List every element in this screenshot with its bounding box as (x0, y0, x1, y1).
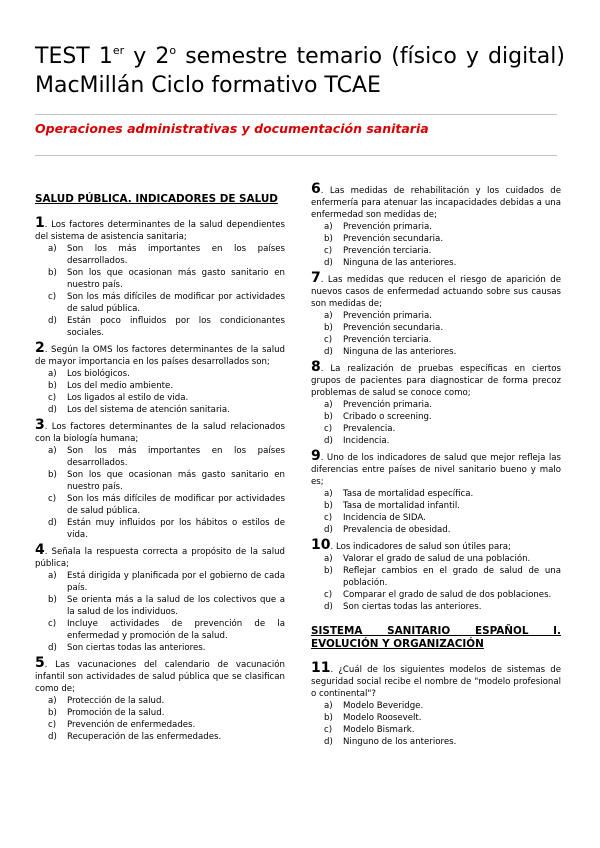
option-letter: c) (324, 424, 333, 434)
question-11 (311, 662, 561, 748)
option-text: Cribado o screening. (343, 412, 432, 422)
option-text: Los del sistema de atención sanitaria. (67, 405, 230, 415)
option-list (35, 570, 285, 654)
option-letter: c) (48, 292, 57, 302)
option-text: Prevención secundaria. (343, 323, 444, 333)
answer-option (324, 399, 561, 411)
option-letter: b) (324, 501, 333, 511)
option-text: Están poco influidos por los condicionantes sociales. (67, 316, 285, 338)
question-number: 4 (35, 542, 45, 558)
answer-option (324, 724, 561, 736)
option-text: Tasa de mortalidad infantil. (343, 501, 460, 511)
answer-option (48, 719, 285, 731)
answer-option (324, 221, 561, 233)
answer-option (324, 512, 561, 524)
option-list (311, 553, 561, 613)
option-text: Los biológicos. (67, 369, 130, 379)
answer-option (324, 322, 561, 334)
question-stem: . Las medidas de rehabilitación y los cuidados de enfermería para atenuar las incapacidades debidas a una enfermedad son medidas de; (311, 186, 561, 220)
question-number: 2 (35, 340, 45, 356)
option-text: Ninguna de las anteriores. (343, 347, 457, 357)
answer-option (324, 601, 561, 613)
option-letter: d) (48, 643, 57, 653)
option-letter: d) (48, 732, 57, 742)
answer-option (324, 700, 561, 712)
answer-option (48, 493, 285, 517)
question-9 (311, 450, 561, 536)
question-number: 7 (311, 270, 321, 286)
option-letter: d) (324, 347, 333, 357)
option-text: Son los más importantes en los países desarrollados. (67, 244, 285, 266)
option-letter: c) (48, 393, 57, 403)
option-text: Los del medio ambiente. (67, 381, 174, 391)
option-text: Son los que ocasionan más gasto sanitario en nuestro país. (67, 268, 285, 290)
divider-top (35, 114, 557, 115)
option-letter: b) (324, 323, 333, 333)
option-text: Comparar el grado de salud de dos poblaciones. (343, 590, 552, 600)
question-number: 3 (35, 417, 45, 433)
answer-option (48, 380, 285, 392)
question-6 (311, 183, 561, 269)
question-text (311, 361, 561, 399)
option-letter: c) (48, 619, 57, 629)
option-list (311, 399, 561, 447)
answer-option (48, 267, 285, 291)
answer-option (324, 435, 561, 447)
option-text: Los ligados al estilo de vida. (67, 393, 189, 403)
section-heading-salud-publica: SALUD PÚBLICA. INDICADORES DE SALUD (35, 193, 278, 205)
question-stem: . Señala la respuesta correcta a propósito de la salud pública; (35, 547, 285, 569)
question-stem: . Los factores determinantes de la salud relacionados con la biología humana; (35, 422, 285, 444)
section-heading-sistema-sanitario: SISTEMA SANITARIO ESPAÑOL I. EVOLUCIÓN Y ORGANIZACIÓN (311, 625, 561, 650)
answer-option (324, 346, 561, 358)
divider-bottom (35, 155, 557, 156)
option-letter: d) (324, 258, 333, 268)
option-list (35, 368, 285, 416)
question-stem: . Las medidas que reducen el riesgo de aparición de nuevos casos de enfermedad actuando sobre sus causas son medidas de; (311, 275, 561, 309)
option-text: Está dirigida y planificada por el gobierno de cada país. (67, 571, 285, 593)
option-text: Tasa de mortalidad específica. (343, 489, 474, 499)
option-letter: c) (324, 590, 333, 600)
option-list (35, 243, 285, 339)
question-text (35, 217, 285, 243)
answer-option (324, 245, 561, 257)
option-text: Son ciertas todas las anteriores. (343, 602, 482, 612)
answer-option (324, 524, 561, 536)
document-subtitle: Operaciones administrativas y documentación sanitaria (35, 121, 429, 136)
title-part-2: y 2 (124, 44, 170, 69)
option-letter: b) (324, 234, 333, 244)
option-text: Se orienta más a la salud de los colectivos que a la salud de los individuos. (67, 595, 285, 617)
answer-option (324, 565, 561, 589)
answer-option (48, 594, 285, 618)
option-letter: b) (48, 708, 57, 718)
option-letter: d) (324, 436, 333, 446)
answer-option (48, 707, 285, 719)
option-text: Son los más difíciles de modificar por actividades de salud pública. (67, 292, 285, 314)
left-column (35, 183, 285, 746)
option-text: Valorar el grado de salud de una población. (343, 554, 531, 564)
option-text: Incidencia. (343, 436, 390, 446)
option-text: Recuperación de las enfermedades. (67, 732, 222, 742)
option-list (311, 488, 561, 536)
option-letter: d) (324, 602, 333, 612)
question-3 (35, 419, 285, 541)
title-superscript-2: o (169, 44, 177, 57)
question-number: 1 (35, 215, 45, 231)
answer-option (324, 411, 561, 423)
answer-option (324, 233, 561, 245)
question-number: 6 (311, 181, 321, 197)
option-letter: a) (324, 222, 333, 232)
option-letter: a) (324, 311, 333, 321)
option-text: Ninguno de los anteriores. (343, 737, 457, 747)
option-text: Prevalencia. (343, 424, 396, 434)
title-superscript-1: er (112, 44, 125, 57)
document-title (35, 36, 565, 100)
answer-option (48, 315, 285, 339)
answer-option (48, 517, 285, 541)
option-text: Están muy influidos por los hábitos o estilos de vida. (67, 518, 285, 540)
option-text: Prevención de enfermedades. (67, 720, 196, 730)
question-2 (35, 342, 285, 416)
option-letter: a) (324, 400, 333, 410)
question-stem: . Según la OMS los factores determinantes de la salud de mayor importancia en los países desarrollados son; (35, 345, 285, 367)
question-stem: . Los indicadores de salud son útiles para; (330, 542, 511, 552)
option-text: Prevalencia de obesidad. (343, 525, 451, 535)
answer-option (48, 243, 285, 267)
answer-option (324, 310, 561, 322)
answer-option (48, 731, 285, 743)
option-letter: c) (48, 494, 57, 504)
option-letter: d) (48, 405, 57, 415)
option-letter: b) (324, 412, 333, 422)
answer-option (48, 695, 285, 707)
answer-option (48, 642, 285, 654)
option-text: Incluye actividades de prevención de la enfermedad y promoción de la salud. (67, 619, 285, 641)
option-text: Son los que ocasionan más gasto sanitario en nuestro país. (67, 470, 285, 492)
option-text: Son los más difíciles de modificar por actividades de salud pública. (67, 494, 285, 516)
option-letter: c) (324, 335, 333, 345)
option-text: Prevención primaria. (343, 311, 432, 321)
question-text (35, 657, 285, 695)
option-letter: a) (48, 369, 57, 379)
option-text: Reflejar cambios en el grado de salud de una población. (343, 566, 561, 588)
question-stem: . Los factores determinantes de la salud dependientes del sistema de asistencia sanitaria; (35, 220, 285, 242)
option-letter: a) (324, 489, 333, 499)
question-number: 8 (311, 359, 321, 375)
option-letter: b) (324, 566, 333, 576)
answer-option (48, 368, 285, 380)
option-letter: a) (48, 696, 57, 706)
answer-option (48, 618, 285, 642)
answer-option (324, 257, 561, 269)
option-letter: b) (48, 268, 57, 278)
option-letter: b) (48, 595, 57, 605)
option-text: Prevención secundaria. (343, 234, 444, 244)
answer-option (324, 500, 561, 512)
title-part-3: semestre temario (físico y digital) MacMillán Ciclo formativo TCAE (35, 44, 565, 98)
answer-option (324, 589, 561, 601)
option-text: Son ciertas todas las anteriores. (67, 643, 206, 653)
question-4 (35, 544, 285, 654)
answer-option (324, 553, 561, 565)
option-letter: d) (324, 737, 333, 747)
question-text (311, 450, 561, 488)
option-letter: a) (48, 571, 57, 581)
option-letter: b) (324, 713, 333, 723)
question-number: 5 (35, 655, 45, 671)
option-list (311, 700, 561, 748)
answer-option (48, 291, 285, 315)
option-letter: a) (48, 446, 57, 456)
answer-option (48, 445, 285, 469)
question-number: 9 (311, 448, 321, 464)
option-list (35, 445, 285, 541)
question-text (311, 662, 561, 700)
option-letter: d) (48, 316, 57, 326)
question-text (35, 544, 285, 570)
option-text: Prevención terciaria. (343, 335, 432, 345)
option-text: Modelo Beveridge. (343, 701, 424, 711)
question-text (35, 419, 285, 445)
option-list (311, 310, 561, 358)
option-letter: a) (324, 701, 333, 711)
option-letter: b) (48, 470, 57, 480)
option-letter: c) (324, 725, 333, 735)
option-text: Prevención primaria. (343, 222, 432, 232)
option-text: Modelo Roosevelt. (343, 713, 422, 723)
option-text: Promoción de la salud. (67, 708, 165, 718)
option-text: Son los más importantes en los países desarrollados. (67, 446, 285, 468)
option-text: Prevención primaria. (343, 400, 432, 410)
question-text (35, 342, 285, 368)
question-10 (311, 539, 561, 613)
answer-option (324, 334, 561, 346)
answer-option (324, 736, 561, 748)
option-text: Prevención terciaria. (343, 246, 432, 256)
option-letter: a) (324, 554, 333, 564)
title-part-1: TEST 1 (35, 44, 113, 69)
question-number: 10 (311, 537, 331, 553)
question-7 (311, 272, 561, 358)
option-letter: d) (48, 518, 57, 528)
question-stem: . Las vacunaciones del calendario de vacunación infantil son actividades de salud pública que se clasifican como de; (35, 660, 285, 694)
option-letter: a) (48, 244, 57, 254)
question-8 (311, 361, 561, 447)
question-1 (35, 217, 285, 339)
question-text (311, 272, 561, 310)
answer-option (48, 469, 285, 493)
answer-option (324, 488, 561, 500)
right-column (311, 183, 561, 751)
option-letter: c) (324, 513, 333, 523)
option-text: Incidencia de SIDA. (343, 513, 426, 523)
answer-option (48, 570, 285, 594)
question-5 (35, 657, 285, 743)
option-list (311, 221, 561, 269)
question-stem: . La realización de pruebas específicas en ciertos grupos de pacientes para diagnosticar de forma precoz problemas de salud se conoce como; (311, 364, 561, 398)
option-text: Modelo Bismark. (343, 725, 415, 735)
question-stem: . Uno de los indicadores de salud que mejor refleja las diferencias entre países de nivel sanitario bueno y malo es; (311, 453, 561, 487)
option-letter: d) (324, 525, 333, 535)
question-text (311, 183, 561, 221)
answer-option (48, 404, 285, 416)
option-letter: c) (324, 246, 333, 256)
option-list (35, 695, 285, 743)
option-text: Ninguna de las anteriores. (343, 258, 457, 268)
option-letter: b) (48, 381, 57, 391)
question-number: 11 (311, 660, 331, 676)
question-text (311, 539, 561, 553)
answer-option (324, 423, 561, 435)
question-stem: . ¿Cuál de los siguientes modelos de sistemas de seguridad social recibe el nombre de "modelo profesional o continental"? (311, 665, 561, 699)
answer-option (48, 392, 285, 404)
option-text: Protección de la salud. (67, 696, 165, 706)
option-letter: c) (48, 720, 57, 730)
answer-option (324, 712, 561, 724)
